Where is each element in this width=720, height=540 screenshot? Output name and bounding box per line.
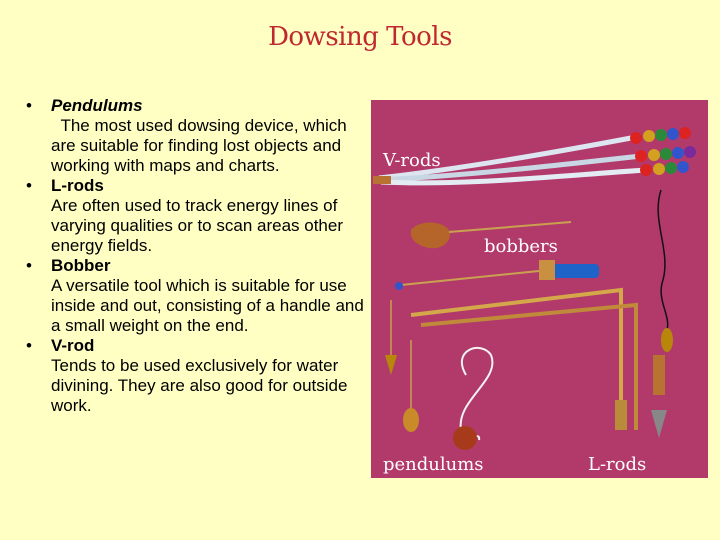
item-description: A versatile tool which is suitable for use inside and out, consisting of a handle and a small weight on the end. [51, 276, 364, 335]
item-term: Pendulums [51, 96, 143, 115]
item-term: L-rods [51, 176, 104, 195]
photo-illustration [371, 100, 708, 478]
photo-label-bobbers: bobbers [484, 236, 558, 257]
item-term: Bobber [51, 256, 111, 275]
item-term: V-rod [51, 336, 95, 355]
photo-label-v-rods: V-rods [383, 150, 441, 171]
ribbed-pendulum [653, 355, 665, 395]
photo-label-l-rods: L-rods [588, 454, 647, 475]
item-description: The most used dowsing device, which are suitable for finding lost objects and working with maps and charts. [51, 116, 352, 175]
bullet: • [26, 96, 32, 115]
bullet: • [26, 176, 32, 195]
slide-title: Dowsing Tools [268, 22, 452, 52]
item-description: Are often used to track energy lines of varying qualities or to scan areas other energy fields. [51, 196, 343, 255]
photo-label-pendulums: pendulums [383, 454, 484, 475]
steel-pendulum [651, 410, 667, 438]
pendulum-weight [385, 355, 397, 375]
l-rods-image [411, 290, 636, 430]
crystal-pendulum [403, 408, 419, 432]
dowsing-tools-photo [371, 100, 708, 478]
item-description: Tends to be used exclusively for water divining. They are also good for outside work. [51, 356, 348, 415]
tool-list [26, 96, 366, 416]
pendulum-cord [658, 190, 668, 330]
list-item-pendulums [26, 96, 366, 176]
bullet: • [26, 336, 32, 355]
list-item-v-rod [26, 336, 366, 416]
list-item-l-rods [26, 176, 366, 256]
list-item-bobber [26, 256, 366, 336]
bullet: • [26, 256, 32, 275]
wooden-pendulum [453, 426, 477, 450]
brass-pendulum [661, 328, 673, 352]
